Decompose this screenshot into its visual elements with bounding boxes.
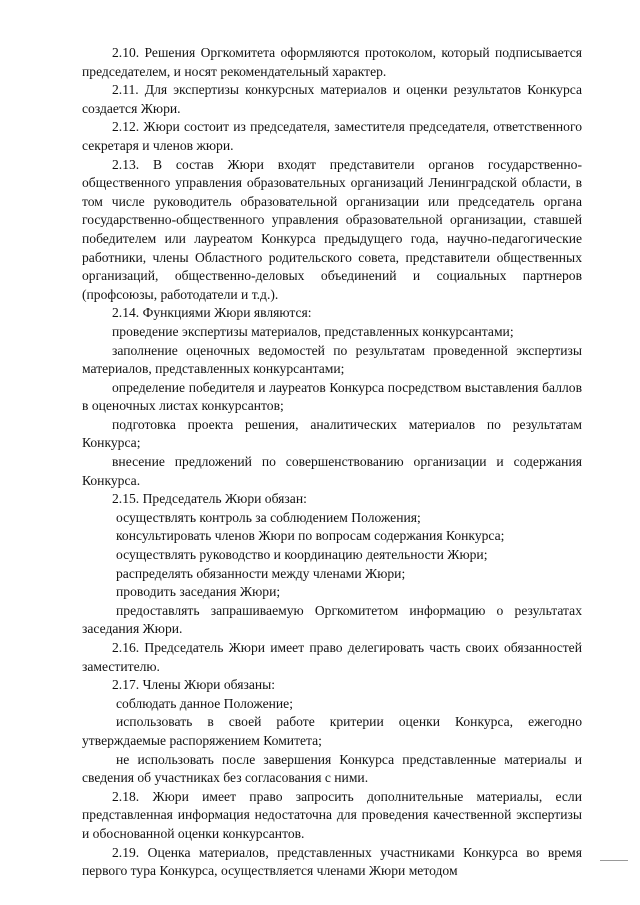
paragraph-2-13: 2.13. В состав Жюри входят представители органов государственно-общественного управления образовательных организаций Ленинградской области, в том числе руководитель образовательной организации или председатель органа государственно-общественного управления образовательной организации, ставшей победителем или лауреатом Конкурса предыдущего года, научно-педагогические работники, члены Областного родительского совета, представители общественных организаций, общественно-деловых объединений и социальных партнеров (профсоюзы, работодатели и т.д.). [82, 156, 582, 302]
paragraph-2-18: 2.18. Жюри имеет право запросить дополнительные материалы, если представленная информация недостаточна для проведения качественной экспертизы и обоснованной оценки конкурсантов. [82, 788, 582, 841]
scan-mark-divider [600, 860, 628, 861]
document-page [82, 44, 582, 881]
list-item: внесение предложений по совершенствованию организации и содержания Конкурса. [82, 454, 582, 488]
list-item: предоставлять запрашиваемую Оргкомитетом информацию о результатах заседания Жюри. [82, 602, 582, 637]
list-item: заполнение оценочных ведомостей по результатам проведенной экспертизы материалов, представленных конкурсантами; [82, 342, 582, 377]
list-item: использовать в своей работе критерии оценки Конкурса, ежегодно утверждаемые распоряжением Комитета; [82, 714, 582, 748]
list-item: распределять обязанности между членами Жюри; [116, 565, 406, 581]
paragraph-2-11: 2.11. Для экспертизы конкурсных материалов и оценки результатов Конкурса создается Жюри. [82, 82, 582, 116]
paragraph-2-10: 2.10. Решения Оргкомитета оформляются протоколом, который подписывается председателем, и носят рекомендательный характер. [82, 45, 582, 79]
list-item: не использовать после завершения Конкурса представленные материалы и сведения об участниках без согласования с ними. [82, 751, 582, 786]
paragraph-2-19: 2.19. Оценка материалов, представленных участниками Конкурса во время первого тура Конкурса, осуществляется членами Жюри методом [82, 844, 582, 879]
list-item: консультировать членов Жюри по вопросам содержания Конкурса; [116, 528, 505, 544]
paragraph-2-15: 2.15. Председатель Жюри обязан: [112, 491, 307, 507]
paragraph-2-16: 2.16. Председатель Жюри имеет право делегировать часть своих обязанностей заместителю. [82, 640, 582, 674]
list-item: подготовка проекта решения, аналитических материалов по результатам Конкурса; [82, 416, 582, 451]
list-item: определение победителя и лауреатов Конкурса посредством выставления баллов в оценочных листах конкурсантов; [82, 379, 582, 414]
list-item: проводить заседания Жюри; [116, 584, 281, 600]
paragraph-2-14: 2.14. Функциями Жюри являются: [112, 305, 312, 321]
list-item: соблюдать данное Положение; [116, 695, 293, 711]
paragraph-2-12: 2.12. Жюри состоит из председателя, заместителя председателя, ответственного секретаря и членов жюри. [82, 119, 582, 153]
list-item: проведение экспертизы материалов, представленных конкурсантами; [112, 323, 514, 339]
list-item: осуществлять руководство и координацию деятельности Жюри; [116, 547, 488, 563]
list-item: осуществлять контроль за соблюдением Положения; [116, 509, 421, 525]
paragraph-2-17: 2.17. Члены Жюри обязаны: [112, 677, 276, 693]
